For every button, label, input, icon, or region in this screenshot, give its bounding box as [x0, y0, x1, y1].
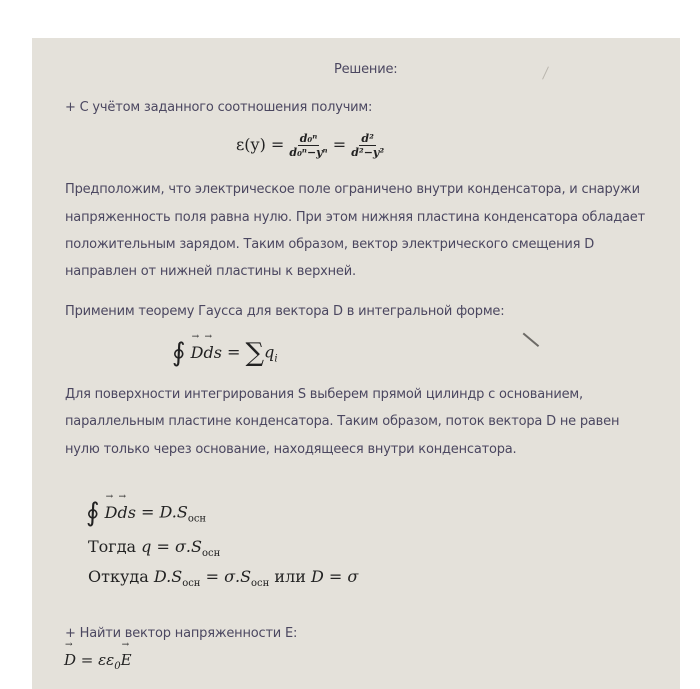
vector-ds: → ds [203, 343, 221, 362]
formula-epsilon [236, 132, 384, 159]
formula-line-3 [88, 567, 358, 589]
expr: = εε [76, 651, 115, 669]
numerator: d₀ⁿ [299, 132, 318, 145]
expr: D = σ [311, 567, 359, 586]
para3-line: параллельным пластине конденсатора. Таким образом, поток вектора D не равен [65, 414, 620, 429]
integral-sign: ∮ [86, 498, 100, 528]
subscript: осн [201, 548, 221, 560]
expr: = σ.S [200, 567, 252, 586]
numerator: d² [361, 132, 374, 145]
expr: D.S [153, 567, 183, 586]
word: или [274, 567, 306, 586]
word: Откуда [88, 567, 149, 586]
bullet-1: + С учётом заданного соотношения получим: [65, 100, 373, 115]
vector-d: → D [64, 651, 76, 669]
equals: = [227, 342, 241, 362]
page-title: Решение: [334, 62, 398, 77]
gauss-formula [172, 338, 278, 368]
para1-line: напряженность поля равна нулю. При этом нижняя пластина конденсатора обладает [65, 210, 645, 225]
sum-sign: ∑ [245, 338, 265, 368]
para1-line: направлен от нижней пластины к верхней. [65, 264, 356, 279]
formula-line-1 [86, 498, 206, 528]
bullet-2: + Найти вектор напряженности E: [65, 626, 298, 641]
vector-e: → E [121, 651, 132, 669]
vector-d: → D [105, 503, 118, 522]
q: q [264, 342, 275, 362]
word: Тогда [88, 537, 137, 556]
denominator: d²−y² [351, 146, 385, 159]
fraction-1 [289, 132, 327, 159]
para3-line: нулю только через основание, находящееся внутри конденсатора. [65, 442, 517, 457]
para1-line: положительным зарядом. Таким образом, вектор электрического смещения D [65, 237, 595, 252]
subscript: осн [182, 578, 201, 590]
para3-line: Для поверхности интегрирования S выберем прямой цилиндр с основанием, [65, 387, 583, 402]
integral-sign: ∮ [172, 338, 186, 368]
expr: q = σ.S [141, 537, 202, 556]
vector-ds: → ds [117, 503, 135, 522]
denominator: d₀ⁿ−yⁿ [289, 146, 328, 159]
subscript: 0 [114, 661, 121, 672]
vector-d: → D [191, 343, 204, 362]
subscript: осн [187, 513, 207, 525]
para2: Применим теорему Гаусса для вектора D в интегральной форме: [65, 304, 505, 319]
subscript: i [274, 353, 278, 365]
formula-d-e [64, 651, 132, 672]
equals: = [332, 135, 347, 154]
formula-line-2 [88, 537, 220, 559]
para1-line: Предположим, что электрическое поле ограничено внутри конденсатора, и снаружи [65, 182, 640, 197]
fraction-2 [351, 132, 384, 159]
formula-lhs: ε(y) = [236, 135, 285, 154]
subscript: осн [251, 578, 270, 590]
rhs: = D.S [141, 502, 188, 522]
